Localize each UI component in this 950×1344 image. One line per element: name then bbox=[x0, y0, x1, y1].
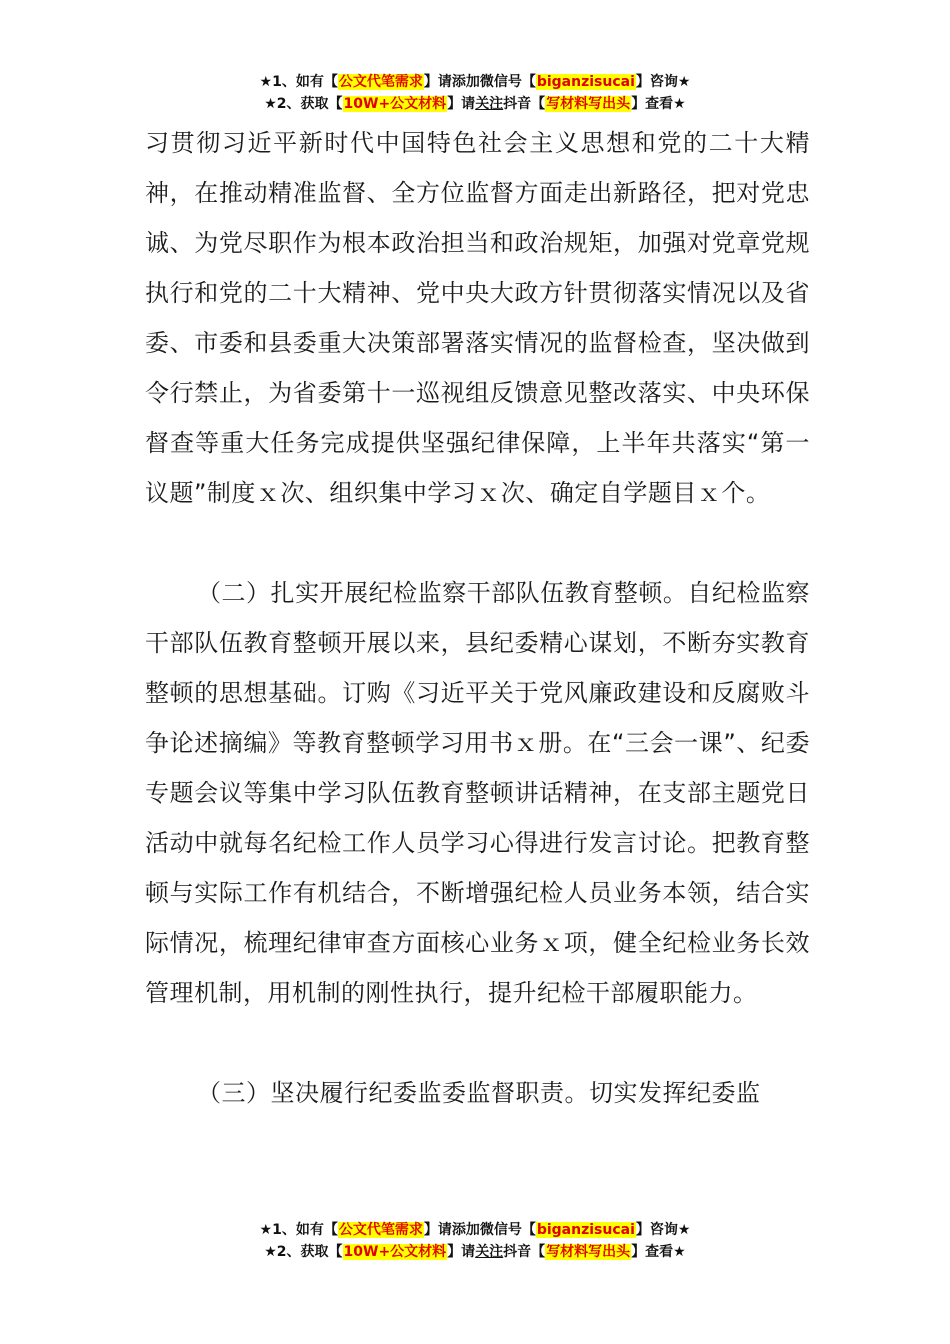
paragraph-2: （二）扎实开展纪检监察干部队伍教育整顿。自纪检监察干部队伍教育整顿开展以来，县纪委精心谋划，不断夯实教育整顿的思想基础。订购《习近平关于党风廉政建设和反腐败斗争论述摘编》等教育整顿学习用书ｘ册。在“三会一课”、纪委专题会议等集中学习队伍教育整顿讲话精神，在支部主题党日活动中就每名纪检工作人员学习心得进行发言讨论。把教育整顿与实际工作有机结合，不断增强纪检人员业务本领，结合实际情况，梳理纪律审查方面核心业务ｘ项，健全纪检业务长效管理机制，用机制的刚性执行，提升纪检干部履职能力。 bbox=[145, 579, 810, 1007]
banner-text: 】咨询★ bbox=[635, 1222, 691, 1238]
banner-text: 】查看★ bbox=[631, 96, 686, 112]
banner-line-2 bbox=[0, 93, 950, 115]
banner-highlight: biganzisucai bbox=[536, 74, 635, 90]
banner-highlight: 公文代笔需求 bbox=[338, 74, 423, 90]
document-body bbox=[145, 118, 810, 1118]
banner-line-1 bbox=[0, 1219, 950, 1241]
banner-highlight: 写材料写出头 bbox=[546, 96, 631, 112]
banner-text: 】请添加微信号【 bbox=[423, 74, 536, 90]
banner-text: ★1、如有【 bbox=[259, 1222, 338, 1238]
paragraph-1: 习贯彻习近平新时代中国特色社会主义思想和党的二十大精神，在推动精准监督、全方位监督方面走出新路径，把对党忠诚、为党尽职作为根本政治担当和政治规矩，加强对党章党规执行和党的二十大精神、党中央大政方针贯彻落实情况以及省委、市委和县委重大决策部署落实情况的监督检查，坚决做到令行禁止，为省委第十一巡视组反馈意见整改落实、中央环保督查等重大任务完成提供坚强纪律保障，上半年共落实“第一议题”制度ｘ次、组织集中学习ｘ次、确定自学题目ｘ个。 bbox=[145, 129, 810, 507]
banner-highlight: 写材料写出头 bbox=[546, 1244, 631, 1260]
header-banner bbox=[0, 71, 950, 115]
paragraph-gap bbox=[145, 518, 810, 568]
banner-underlined: 关注 bbox=[475, 1244, 504, 1260]
banner-text: ★2、获取【 bbox=[264, 1244, 343, 1260]
banner-text: 】查看★ bbox=[631, 1244, 686, 1260]
paragraph-gap bbox=[145, 1018, 810, 1068]
banner-highlight: biganzisucai bbox=[536, 1222, 635, 1238]
banner-text: 】请 bbox=[447, 1244, 476, 1260]
footer-banner bbox=[0, 1219, 950, 1263]
banner-text: 】咨询★ bbox=[635, 74, 691, 90]
banner-highlight: 10W+公文材料 bbox=[343, 96, 447, 112]
banner-text: ★1、如有【 bbox=[259, 74, 338, 90]
banner-text: 抖音【 bbox=[503, 96, 546, 112]
banner-highlight: 10W+公文材料 bbox=[343, 1244, 447, 1260]
banner-text: 】请 bbox=[447, 96, 476, 112]
banner-text: 抖音【 bbox=[503, 1244, 546, 1260]
paragraph-3: （三）坚决履行纪委监委监督职责。切实发挥纪委监 bbox=[197, 1079, 761, 1107]
banner-text: ★2、获取【 bbox=[264, 96, 343, 112]
banner-underlined: 关注 bbox=[475, 96, 504, 112]
banner-highlight: 公文代笔需求 bbox=[338, 1222, 423, 1238]
banner-line-2 bbox=[0, 1241, 950, 1263]
banner-line-1 bbox=[0, 71, 950, 93]
banner-text: 】请添加微信号【 bbox=[423, 1222, 536, 1238]
